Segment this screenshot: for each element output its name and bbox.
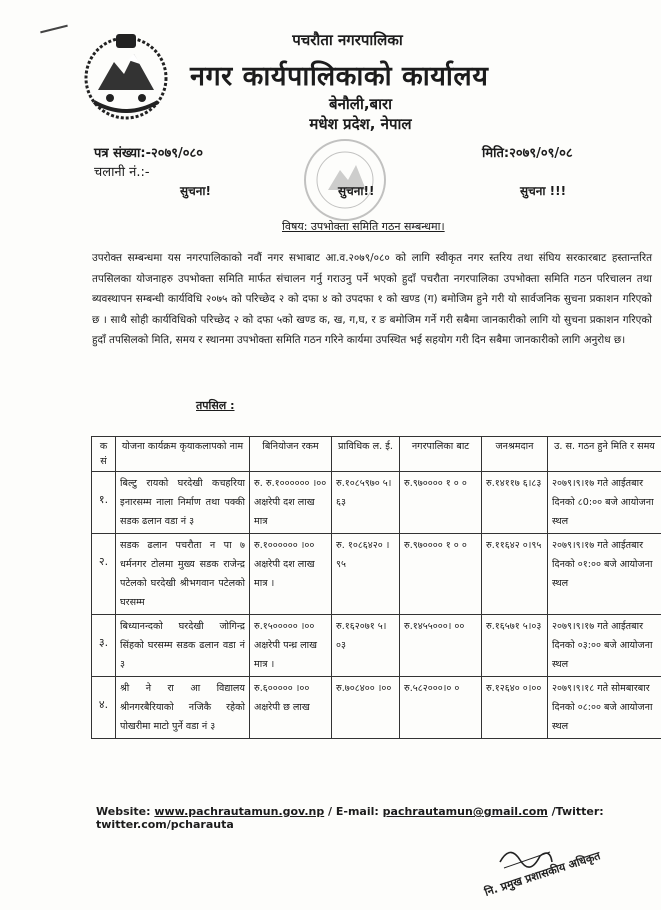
row-estimate: रु.७०८४०० ।०० — [332, 677, 400, 739]
col-header-sn: क सं — [92, 437, 116, 472]
row-budget: रु.६००००० ।०० अक्षरेपी छ लाख — [250, 677, 332, 739]
col-header-project: योजना कार्यक्रम कृयाकलापको नाम — [116, 437, 250, 472]
row-labour: रु.१२६४० ०।०० — [482, 677, 548, 739]
city-line: बेनौली,बारा — [329, 95, 392, 113]
twitter-text: /Twitter: twitter.com/pcharauta — [96, 805, 604, 831]
row-budget: रु.१०००००० ।०० अक्षरेपी दश लाख मात्र । — [250, 534, 332, 615]
letter-date: मिति:२०७९/०९/०८ — [482, 146, 573, 161]
body-paragraph: उपरोक्त सम्बन्धमा यस नगरपालिकाको नवौं नगर सभाबाट आ.व.२०७९/०८० को लागि स्वीकृत नगर स्तरिय तथा संघिय सरकारबाट हस्तान्तरित तपसिलका योजनाहरु उपभोक्ता समिति मार्फत संचालन गर्नु गराउनु पर्ने भएको हुदाँ पचरौता नगरपालिका उपभोक्ता समिति गठन परिचालन तथा ब्यवस्थापन सम्बन्धी कार्यविधि २०७५ को परिच्छेद २ को दफा ४ को उपदफा १ को खण्ड (ग) बमोजिम हुने गरी यो सार्वजनिक सुचना प्रकाशन गरिएको छ । साथै सोही कार्यविधिको परिच्छेद २ को दफा ५को खण्ड क, ख, ग,घ, र ङ बमोजिम गर्ने गरी सबैमा जानकारीको लागि यो सुचना प्रकाशन गरिएको हुदाँ तपसिलको मिति, समय र स्थानमा उपभोक्ता समिति गठन गरिने कार्यमा उपस्थित भई सहयोग गरी दिन सबैमा जानकारीको लागि अनुरोध छ। — [92, 252, 652, 347]
row-estimate: रु.१०८५९७० ५।६३ — [332, 472, 400, 534]
col-header-municipal: नगरपालिका बाट — [400, 437, 482, 472]
row-municipal: रु.९७०००० १ ० ० — [400, 534, 482, 615]
row-project-name: बिल्टु रायको घरदेखी कचहरिया इनारसम्म नाला निर्माण तथा पक्की सडक ढलान वडा नं ३ — [116, 472, 250, 534]
row-meeting: २०७९।९।१७ गते आईतबार दिनको ०१:०० बजे आयोजना स्थल — [548, 534, 661, 615]
row-project-name: श्री ने रा आ विद्यालय श्रीनगरबैरियाको नजिकै रहेको पोखरीमा माटो पुर्ने वडा नं ३ — [116, 677, 250, 739]
table-header-row — [92, 437, 661, 472]
project-table — [91, 436, 661, 739]
dispatch-number: चलानी नं.:- — [94, 165, 150, 180]
website-link[interactable]: www.pachrautamun.gov.np — [154, 805, 325, 818]
notice-label-3: सुचना !!! — [520, 184, 567, 198]
table-row — [92, 534, 661, 615]
row-sn: ३. — [92, 615, 116, 677]
row-project-name: सडक ढलान पचरौता न पा ७ धर्मनगर टोलमा मुख्य सडक राजेन्द्र पटेलको घरदेखी श्रीभगवान पटेलको घरसम्म — [116, 534, 250, 615]
municipality-name: पचरौता नगरपालिका — [292, 31, 403, 49]
contact-footer — [96, 805, 661, 831]
table-row — [92, 472, 661, 534]
signature-title: नि. प्रमुख प्रशासकीय अधिकृत — [482, 849, 602, 899]
notice-label-2: सुचना!! — [338, 184, 375, 198]
row-sn: २. — [92, 534, 116, 615]
row-municipal: रु.९७०००० १ ० ० — [400, 472, 482, 534]
row-municipal: रु.१४५५०००। ०० — [400, 615, 482, 677]
table-row — [92, 677, 661, 739]
row-labour: रु.१४११७ ६।८३ — [482, 472, 548, 534]
row-meeting: २०७९।९।१८ गते सोमबारबार दिनको ०८:०० बजे आयोजना स्थल — [548, 677, 661, 739]
row-budget: रु.१५००००० ।०० अक्षरेपी पन्ध्र लाख मात्र । — [250, 615, 332, 677]
row-sn: १. — [92, 472, 116, 534]
row-estimate: रु.१६२०७१ ५।०३ — [332, 615, 400, 677]
table-row — [92, 615, 661, 677]
row-sn: ४. — [92, 677, 116, 739]
notice-label-1: सुचना! — [180, 184, 211, 198]
ref-number: पत्र संख्या:-२०७९/०८० — [94, 146, 204, 161]
signature-block — [480, 840, 630, 900]
row-municipal: रु.५८२०००।० ० — [400, 677, 482, 739]
website-label: Website: — [96, 805, 155, 818]
row-labour: रु.११६४२ ०।९५ — [482, 534, 548, 615]
email-label: / E-mail: — [324, 805, 383, 818]
office-title: नगर कार्यपालिकाको कार्यालय — [190, 61, 489, 92]
col-header-estimate: प्राविधिक ल. ई. — [332, 437, 400, 472]
subject-line: विषय: उपभोक्ता समिति गठन सम्बन्धमा। — [282, 220, 445, 233]
details-heading: तपसिल : — [196, 399, 235, 412]
row-estimate: रु. १०८६४२० ।९५ — [332, 534, 400, 615]
row-budget: रु. रु.१०००००० ।०० अक्षरेपी दश लाख मात्र — [250, 472, 332, 534]
office-seal-stamp — [300, 135, 390, 225]
row-meeting: २०७९।९।१७ गते आईतबार दिनको ०३:०० बजे आयोजना स्थल — [548, 615, 661, 677]
col-header-labour: जनश्रमदान — [482, 437, 548, 472]
province-line: मधेश प्रदेश, नेपाल — [309, 115, 412, 133]
col-header-budget: बिनियोजन रकम — [250, 437, 332, 472]
email-link[interactable]: pachrautamun@gmail.com — [382, 805, 548, 818]
row-project-name: बिध्यानन्दको घरदेखी जोगिन्द्र सिंहको घरसम्म सडक ढलान वडा नं ३ — [116, 615, 250, 677]
col-header-meeting: उ. स. गठन हुने मिति र समय — [548, 437, 661, 472]
row-labour: रु.१६५७१ ५।०३ — [482, 615, 548, 677]
row-meeting: २०७९।९।१७ गते आईतबार दिनको ८0:०० बजे आयोजना स्थल — [548, 472, 661, 534]
